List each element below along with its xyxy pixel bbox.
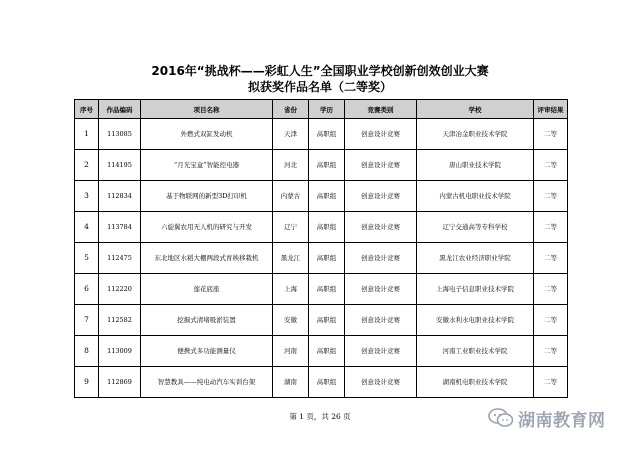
cell-category: 创意设计竞赛 (345, 243, 417, 274)
table-row (75, 305, 568, 336)
cell-school: 河南工业职业技术学院 (417, 336, 534, 367)
watermark (487, 404, 637, 432)
cell-project: “月光宝盒”智能控电器 (141, 150, 273, 181)
cell-code: 113784 (99, 212, 141, 243)
cell-result: 二等 (534, 336, 568, 367)
col-header-province: 省份 (273, 100, 309, 119)
table-row (75, 336, 568, 367)
cell-code: 113085 (99, 119, 141, 150)
watermark-text: 湖南教育网 (518, 410, 606, 431)
cell-level: 高职组 (309, 243, 345, 274)
table-row (75, 150, 568, 181)
cell-code: 112475 (99, 243, 141, 274)
table-row (75, 367, 568, 398)
cell-project: 外燃式双缸发动机 (141, 119, 273, 150)
cell-project: 智慧教具——纯电动汽车实训台架 (141, 367, 273, 398)
col-header-level: 学历 (309, 100, 345, 119)
cell-code: 112220 (99, 274, 141, 305)
cell-school: 天津冶金职业技术学院 (417, 119, 534, 150)
cell-province: 内蒙古 (273, 181, 309, 212)
cell-index: 1 (75, 119, 99, 150)
cell-code: 112869 (99, 367, 141, 398)
cell-level: 高职组 (309, 150, 345, 181)
cell-index: 3 (75, 181, 99, 212)
cell-school: 湖南机电职业技术学院 (417, 367, 534, 398)
cell-code: 113009 (99, 336, 141, 367)
cell-school: 内蒙古机电职业技术学院 (417, 181, 534, 212)
cell-result: 二等 (534, 212, 568, 243)
table-row (75, 243, 568, 274)
table-row (75, 181, 568, 212)
cell-code: 112582 (99, 305, 141, 336)
cell-result: 二等 (534, 367, 568, 398)
cell-result: 二等 (534, 181, 568, 212)
cell-result: 二等 (534, 274, 568, 305)
cell-result: 二等 (534, 150, 568, 181)
cell-category: 创意设计竞赛 (345, 305, 417, 336)
cell-province: 黑龙江 (273, 243, 309, 274)
cell-category: 创意设计竞赛 (345, 119, 417, 150)
cell-province: 安徽 (273, 305, 309, 336)
col-header-project: 项目名称 (141, 100, 273, 119)
cell-school: 唐山职业技术学院 (417, 150, 534, 181)
cell-index: 7 (75, 305, 99, 336)
cell-project: 六旋翼农用无人机的研究与开发 (141, 212, 273, 243)
cell-category: 创意设计竞赛 (345, 212, 417, 243)
col-header-code: 作品编码 (99, 100, 141, 119)
document-title: 2016年“挑战杯——彩虹人生”全国职业学校创新创效创业大赛 (151, 64, 489, 78)
award-table (74, 99, 568, 398)
cell-project: 莲花底座 (141, 274, 273, 305)
cell-level: 高职组 (309, 367, 345, 398)
cell-level: 高职组 (309, 119, 345, 150)
cell-level: 高职组 (309, 212, 345, 243)
cell-index: 9 (75, 367, 99, 398)
cell-category: 创意设计竞赛 (345, 274, 417, 305)
cell-project: 东北地区水稻大棚两段式育秧移栽机 (141, 243, 273, 274)
cell-province: 上海 (273, 274, 309, 305)
chat-bubble-icon (487, 406, 515, 430)
col-header-index: 序号 (75, 100, 99, 119)
cell-project: 便携式多功能测量仪 (141, 336, 273, 367)
table-row (75, 119, 568, 150)
cell-province: 河南 (273, 336, 309, 367)
cell-result: 二等 (534, 243, 568, 274)
page-footer: 第 1 页，共 26 页 (289, 412, 351, 421)
document-subtitle: 拟获奖作品名单（二等奖） (247, 80, 392, 94)
cell-code: 112834 (99, 181, 141, 212)
cell-category: 创意设计竞赛 (345, 150, 417, 181)
cell-level: 高职组 (309, 274, 345, 305)
cell-category: 创意设计竞赛 (345, 367, 417, 398)
cell-province: 河北 (273, 150, 309, 181)
cell-index: 8 (75, 336, 99, 367)
cell-category: 创意设计竞赛 (345, 181, 417, 212)
cell-project: 基于物联网的新型3D打印机 (141, 181, 273, 212)
cell-index: 5 (75, 243, 99, 274)
table-header-row (75, 100, 568, 119)
table-row (75, 274, 568, 305)
col-header-category: 竞赛类别 (345, 100, 417, 119)
cell-index: 2 (75, 150, 99, 181)
cell-level: 高职组 (309, 181, 345, 212)
cell-category: 创意设计竞赛 (345, 336, 417, 367)
cell-school: 辽宁交通高等专科学校 (417, 212, 534, 243)
cell-school: 上海电子信息职业技术学院 (417, 274, 534, 305)
cell-level: 高职组 (309, 336, 345, 367)
cell-result: 二等 (534, 305, 568, 336)
col-header-school: 学校 (417, 100, 534, 119)
cell-index: 6 (75, 274, 99, 305)
cell-province: 辽宁 (273, 212, 309, 243)
cell-code: 114195 (99, 150, 141, 181)
cell-school: 安徽水利水电职业技术学院 (417, 305, 534, 336)
cell-province: 天津 (273, 119, 309, 150)
cell-level: 高职组 (309, 305, 345, 336)
cell-index: 4 (75, 212, 99, 243)
table-row (75, 212, 568, 243)
cell-project: 挖掘式清堵吸淤装置 (141, 305, 273, 336)
cell-result: 二等 (534, 119, 568, 150)
cell-province: 湖南 (273, 367, 309, 398)
cell-school: 黑龙江农业经济职业学院 (417, 243, 534, 274)
col-header-result: 评审结果 (534, 100, 568, 119)
